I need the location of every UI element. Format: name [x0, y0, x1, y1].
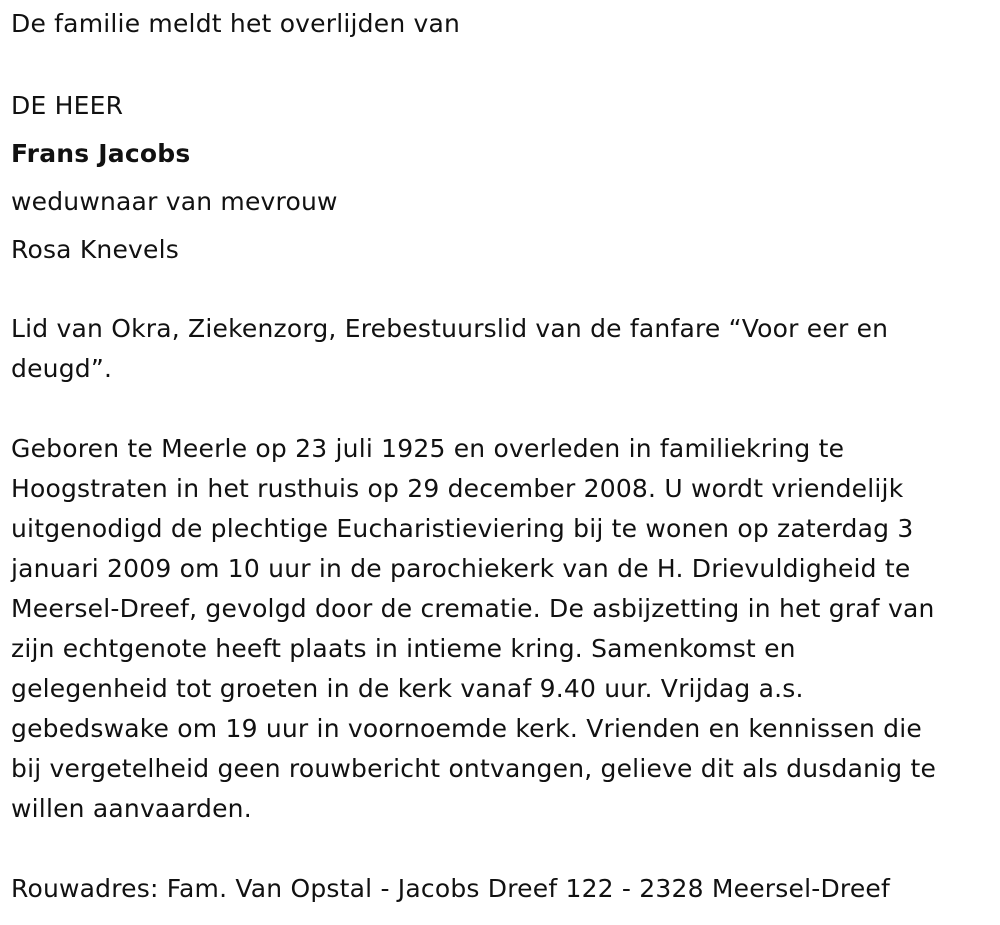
spouse-name: Rosa Knevels — [11, 235, 180, 264]
membership-paragraph — [11, 309, 989, 389]
details-line: Meersel-Dreef, gevolgd door de crematie. De asbijzetting in het graf van — [11, 594, 935, 623]
details-line: willen aanvaarden. — [11, 794, 252, 823]
details-line: bij vergetelheid geen rouwbericht ontvangen, gelieve dit als dusdanig te — [11, 754, 937, 783]
honorific-title: DE HEER — [11, 91, 124, 120]
funeral-address: Rouwadres: Fam. Van Opstal - Jacobs Dreef 122 - 2328 Meersel-Dreef — [11, 874, 890, 903]
details-paragraph — [11, 429, 989, 829]
details-line: gelegenheid tot groeten in de kerk vanaf 9.40 uur. Vrijdag a.s. — [11, 674, 804, 703]
details-line: januari 2009 om 10 uur in de parochiekerk van de H. Drievuldigheid te — [11, 554, 911, 583]
details-line: uitgenodigd de plechtige Eucharistieviering bij te wonen op zaterdag 3 — [11, 514, 914, 543]
details-line: zijn echtgenote heeft plaats in intieme kring. Samenkomst en — [11, 634, 796, 663]
details-line: gebedswake om 19 uur in voornoemde kerk. Vrienden en kennissen die — [11, 714, 922, 743]
membership-line: Lid van Okra, Ziekenzorg, Erebestuurslid van de fanfare “Voor eer en — [11, 314, 889, 343]
details-line: Hoogstraten in het rusthuis op 29 december 2008. U wordt vriendelijk — [11, 474, 904, 503]
relation-text: weduwnaar van mevrouw — [11, 187, 338, 216]
deceased-name: Frans Jacobs — [11, 139, 191, 168]
details-line: Geboren te Meerle op 23 juli 1925 en overleden in familiekring te — [11, 434, 845, 463]
intro-text: De familie meldt het overlijden van — [11, 9, 461, 38]
membership-line: deugd”. — [11, 354, 113, 383]
